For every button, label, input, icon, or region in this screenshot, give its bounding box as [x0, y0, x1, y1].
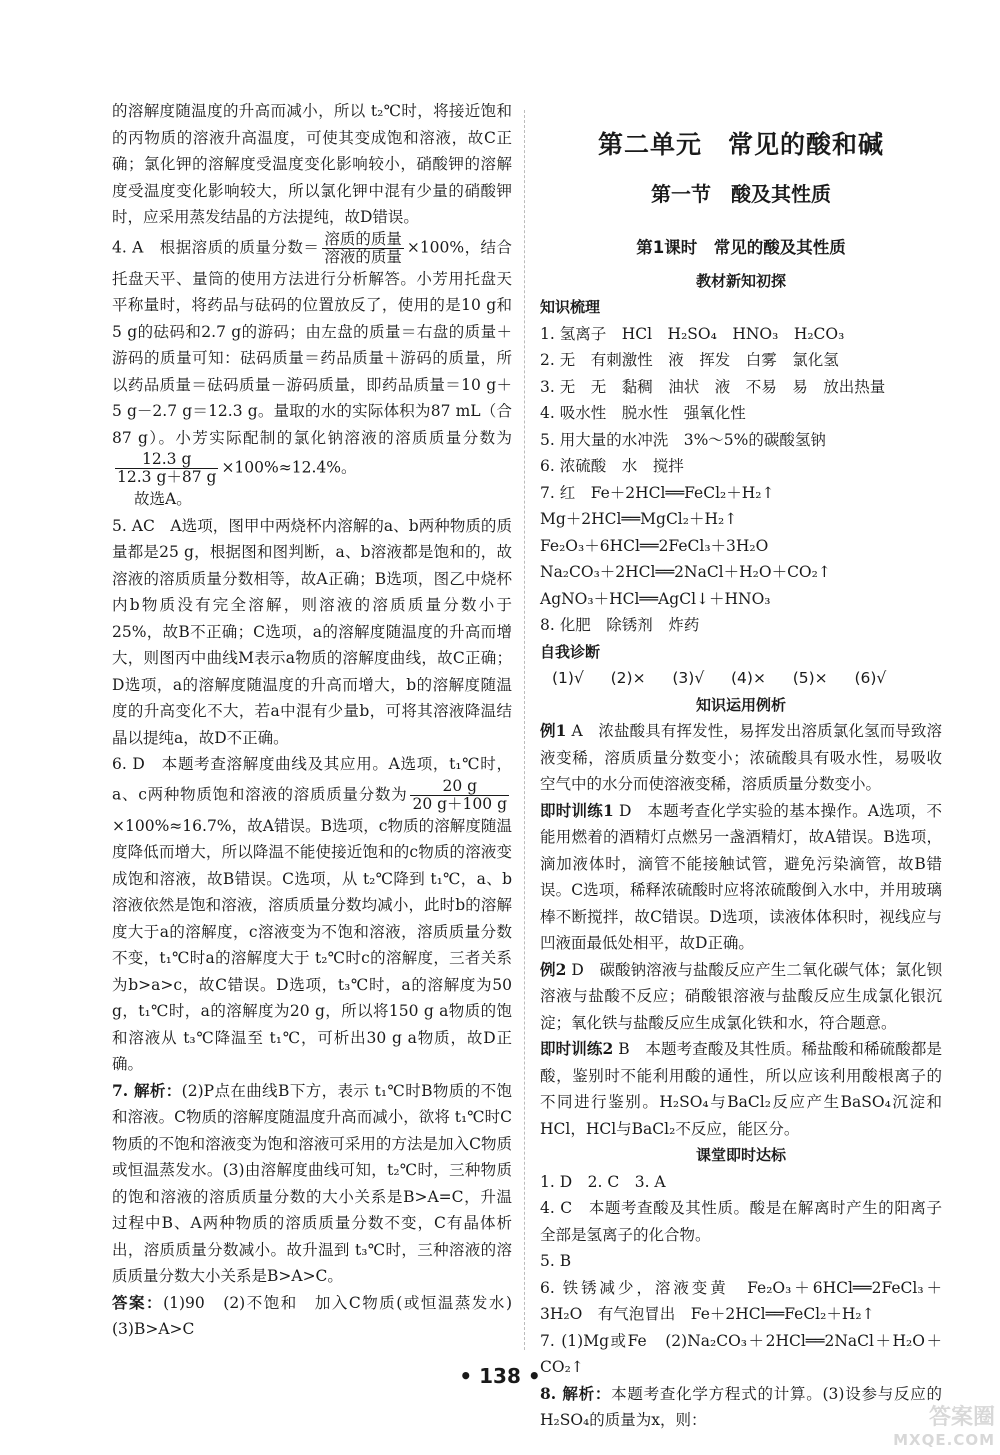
watermark-text: 答案圈: [928, 1405, 995, 1430]
classroom-answer-5: 5. B: [540, 1252, 572, 1270]
label-self-diagnosis: 自我诊断: [540, 642, 601, 661]
training-text: B 本题考查酸及其性质。稀盐酸和稀硫酸都是酸，鉴别时不能利用酸的通性，所以应该利用酸根离子的不同进行鉴别。H₂SO₄与BaCl₂反应产生BaSO₄沉淀和HCl，HCl与BaCl₂不反应，能区分。: [540, 1040, 942, 1138]
answer-8-label: 8. 解析：: [540, 1383, 612, 1403]
list-item: Fe₂O₃＋6HCl══2FeCl₃＋3H₂O: [540, 536, 769, 555]
example-text: D 碳酸钠溶液与盐酸反应产生二氧化碳气体；氯化钡溶液与盐酸不反应；硝酸银溶液与盐酸反应生成氯化银沉淀；氧化铁与盐酸反应生成氯化铁和水，符合题意。: [540, 960, 942, 1032]
list-item: 3. 无 无 黏稠 油状 液 不易 易 放出热量: [540, 377, 886, 396]
subheading-classroom: 课堂即时达标: [695, 1146, 786, 1164]
list-item: Mg＋2HCl══MgCl₂＋H₂↑: [540, 510, 738, 528]
fraction-denominator: 溶液的质量: [324, 247, 402, 266]
watermark-domain: MXQE.COM: [893, 1431, 995, 1449]
self-item: (4)×: [730, 669, 766, 687]
answer-7-label: 7. 解析：: [112, 1080, 182, 1100]
training-1: [540, 798, 942, 957]
list-item: 4. 吸水性 脱水性 强氧化性: [540, 404, 746, 422]
self-item: (2)×: [610, 669, 646, 687]
answer-key-text: (1)90 (2)不饱和 加入C物质(或恒温蒸发水) (3)B>A>C: [112, 1293, 528, 1338]
answer-4: [112, 231, 512, 487]
self-item: (3)√: [672, 669, 705, 687]
training-text: D 本题考查化学实验的基本操作。A选项，不能用燃着的酒精灯点燃另一盏酒精灯，故A错误。B选项，滴加液体时，滴管不能接触试管，避免污染滴管，故B错误。C选项，稀释浓硫酸时应将浓硫酸倒入水中，并用玻璃棒不断搅拌，故C错误。D选项，读液体体积时，视线应与凹液面最低处相平，故D正确。: [540, 801, 943, 952]
training-label: 即时训练1: [540, 800, 614, 820]
continued-paragraph: 的溶解度随温度的升高而减小，所以 t₂℃时，将接近饱和的丙物质的溶液升高温度，可使其变成饱和溶液，故C正确；氯化钾的溶解度受温度变化影响较小，硝酸钾的溶解度受温度变化影响较大，所以氯化钾中混有少量的硝酸钾时，应采用蒸发结晶的方法提纯，故D错误。: [112, 102, 512, 226]
list-item: AgNO₃＋HCl══AgCl↓＋HNO₃: [540, 589, 771, 608]
list-item: Na₂CO₃＋2HCl══2NaCl＋H₂O＋CO₂↑: [540, 563, 831, 581]
classroom-answer-7: 7. (1)Mg或Fe (2)Na₂CO₃＋2HCl══2NaCl＋H₂O＋CO₂↑: [540, 1331, 942, 1376]
fraction-numerator: 溶质的质量: [324, 229, 402, 248]
training-2: [540, 1036, 942, 1142]
fraction-denominator: 12.3 g＋87 g: [117, 468, 217, 486]
classroom-answer-1-3: 1. D 2. C 3. A: [540, 1172, 666, 1191]
section-title: 第一节 酸及其性质: [651, 181, 831, 206]
answer-key-label: 答案：: [112, 1292, 164, 1312]
unit-title: 第二单元 常见的酸和碱: [597, 130, 884, 159]
answer-4-body: ×100%，结合托盘天平、量筒的使用方法进行分析解答。小芳用托盘天平称量时，将药品与砝码的位置放反了，使用的是10 g和5 g的砝码和2.7 g的游码；由左盘的质量＝右盘的质量＋游码的质量可知：砝码质量＝药品质量＋游码的质量，所以药品质量＝砝码质量－游码质量，即药品质量＝10 g＋5 g－2.7 g＝12.3 g。量取的水的实际体积为87 mL（合87 g）。小芳实际配制的氯化钠溶液的溶质质量分数为: [112, 238, 512, 447]
answer-6-intro: 6. D 本题考查溶解度曲线及其应用。A选项，t₁℃时，a、c两种物质饱和溶液的溶质质量分数为: [112, 755, 512, 803]
fraction-denominator: 20 g＋100 g: [412, 794, 507, 813]
fraction-numerator: 20 g: [410, 778, 509, 796]
list-item: 2. 无 有刺激性 液 挥发 白雾 氯化氢: [540, 351, 839, 369]
subheading-new-knowledge: 教材新知初探: [695, 271, 786, 290]
list-item: 1. 氢离子 HCl H₂SO₄ HNO₃ H₂CO₃: [540, 324, 845, 343]
answer-7-body: (2)P点在曲线B下方，表示 t₁℃时B物质的不饱和溶液。C物质的溶解度随温度升高而减小，欲将 t₁℃时C物质的不饱和溶液变为饱和溶液可采用的方法是加入C物质或恒温蒸发水。(3)由溶解度曲线可知，t₂℃时，三种物质的饱和溶液的溶质质量分数的大小关系是B>A=C，升温过程中B、A两种物质的溶质质量分数不变，C有晶体析出，溶质质量分数减小。故升温到 t₃℃时，三种溶液的溶质质量分数大小关系是B>A>C。: [112, 1081, 512, 1285]
answer-4-intro: 4. A 根据溶质的质量分数＝: [112, 238, 320, 256]
classroom-answer-6: 6. 铁锈减少，溶液变黄 Fe₂O₃＋6HCl══2FeCl₃＋3H₂O 有气泡冒出 Fe＋2HCl══FeCl₂＋H₂↑: [540, 1278, 942, 1323]
answer-4-choice: 故选A。: [134, 490, 192, 508]
mass-fraction-formula: [322, 231, 404, 266]
subheading-examples: 知识运用例析: [695, 695, 786, 714]
example-2: [540, 957, 942, 1037]
answer-7: [112, 1078, 512, 1290]
concentration-fraction: [115, 451, 218, 486]
lesson-title: 第1课时 常见的酸及其性质: [636, 238, 846, 257]
self-item: (1)√: [552, 669, 584, 687]
training-label: 即时训练2: [540, 1039, 614, 1058]
answer-4-result: ×100%≈12.4%。: [221, 458, 357, 477]
left-column: [112, 98, 528, 1343]
fraction-6: [410, 778, 509, 813]
answer-6: [112, 751, 512, 1078]
page-number: • 138 •: [459, 1364, 541, 1388]
list-item: 7. 红 Fe＋2HCl══FeCl₂＋H₂↑: [540, 483, 775, 502]
fraction-numerator: 12.3 g: [115, 451, 218, 469]
classroom-answer-4: 4. C 本题考查酸及其性质。酸是在解离时产生的阳离子全部是氢离子的化合物。: [540, 1199, 942, 1244]
knowledge-list: [540, 321, 942, 639]
column-divider: [524, 110, 526, 1350]
example-label: 例1: [540, 721, 567, 740]
example-text: A 浓盐酸具有挥发性，易挥发出溶质氯化氢而导致溶液变稀，溶质质量分数变小；浓硫酸具有吸水性，易吸收空气中的水分而使溶液变稀，溶质质量分数变小。: [540, 722, 942, 793]
example-label: 例2: [540, 959, 567, 979]
self-diagnosis-answers: [540, 665, 942, 692]
answer-8-text: 本题考查化学方程式的计算。(3)设参与反应的H₂SO₄的质量为x，则：: [540, 1384, 943, 1429]
answer-7-key: [112, 1290, 528, 1343]
list-item: 5. 用大量的水冲洗 3%～5%的碳酸氢钠: [540, 430, 826, 449]
answer-6-body: ×100%≈16.7%，故A错误。B选项，c物质的溶解度随温度降低而增大，所以降温不能使接近饱和的c物质的溶液变成饱和溶液，故B错误。C选项，从 t₂℃降到 t₁℃，a、b溶液依然是饱和溶液，溶质质量分数均减小，此时b的溶解度大于a的溶解度，c溶液变为不饱和溶液，溶质质量分数不变，t₁℃时a的溶解度大于 t₂℃时c的溶解度，三者关系为b>a>c，故C错误。D选项，t₃℃时，a的溶解度为50 g，t₁℃时，a的溶解度为20 g，所以将150 g a物质的饱和溶液从 t₃℃降温至 t₁℃，可析出30 g a物质，故D正确。: [112, 816, 512, 1073]
list-item: 8. 化肥 除锈剂 炸药: [540, 616, 700, 634]
list-item: 6. 浓硫酸 水 搅拌: [540, 457, 684, 475]
self-item: (5)×: [792, 669, 828, 687]
self-item: (6)√: [854, 669, 887, 687]
label-knowledge-review: 知识梳理: [540, 298, 601, 316]
answer-5: 5. AC A选项，图甲中两烧杯内溶解的a、b两种物质的质量都是25 g，根据图和图判断，a、b溶液都是饱和的，故溶液的溶质质量分数相等，故A正确；B选项，图乙中烧杯内b物质没有完全溶解，则溶液的溶质质量分数小于25%，故B不正确；C选项，a的溶解度随温度的升高而增大，则图丙中曲线M表示a物质的溶解度曲线，故C正确；D选项，a的溶解度随温度的升高而增大，b的溶解度随温度的升高变化不大，若a中混有少量b，可将其溶液降温结晶以提纯a，故D不正确。: [112, 516, 512, 747]
right-column: [540, 98, 942, 1434]
watermark-logo: [870, 1400, 995, 1450]
example-1: [540, 718, 942, 798]
